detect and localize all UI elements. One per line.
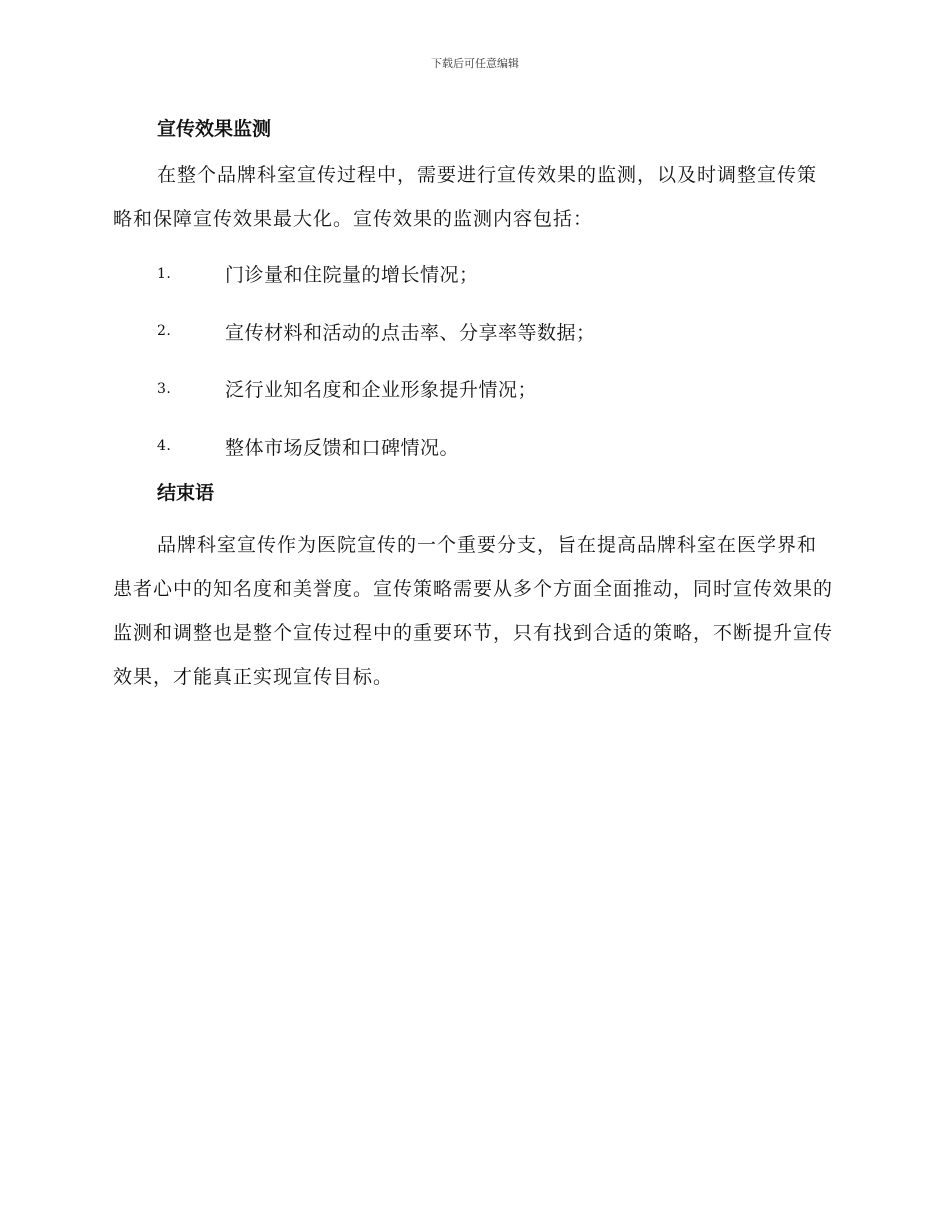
section-heading-monitoring: 宣传效果监测	[157, 118, 272, 140]
list-item	[113, 303, 833, 361]
document-body	[113, 111, 833, 699]
monitoring-list	[113, 245, 833, 475]
list-item-number: 3.	[157, 380, 172, 397]
list-item-text: 整体市场反馈和口碑情况。	[225, 436, 460, 459]
page-header: 下载后可任意编辑	[431, 57, 519, 70]
section-paragraph-conclusion: 品牌科室宣传作为医院宣传的一个重要分支，旨在提高品牌科室在医学界和患者心中的知名度和美誉度。宣传策略需要从多个方面全面推动，同时宣传效果的监测和调整也是整个宣传过程中的重要环节，只有找到合适的策略，不断提升宣传效果，才能真正实现宣传目标。	[113, 534, 834, 688]
list-item-number: 4.	[157, 438, 172, 455]
list-item	[113, 245, 833, 303]
list-item-text: 泛行业知名度和企业形象提升情况；	[225, 379, 538, 402]
section-heading-conclusion: 结束语	[157, 482, 215, 504]
list-item	[113, 418, 833, 476]
list-item-number: 2.	[157, 323, 172, 340]
list-item	[113, 360, 833, 418]
list-item-number: 1.	[157, 265, 172, 282]
list-item-text: 门诊量和住院量的增长情况；	[225, 264, 479, 287]
list-item-text: 宣传材料和活动的点击率、分享率等数据；	[225, 321, 596, 344]
section-paragraph-monitoring: 在整个品牌科室宣传过程中，需要进行宣传效果的监测，以及时调整宣传策略和保障宣传效果最大化。宣传效果的监测内容包括：	[113, 164, 818, 230]
